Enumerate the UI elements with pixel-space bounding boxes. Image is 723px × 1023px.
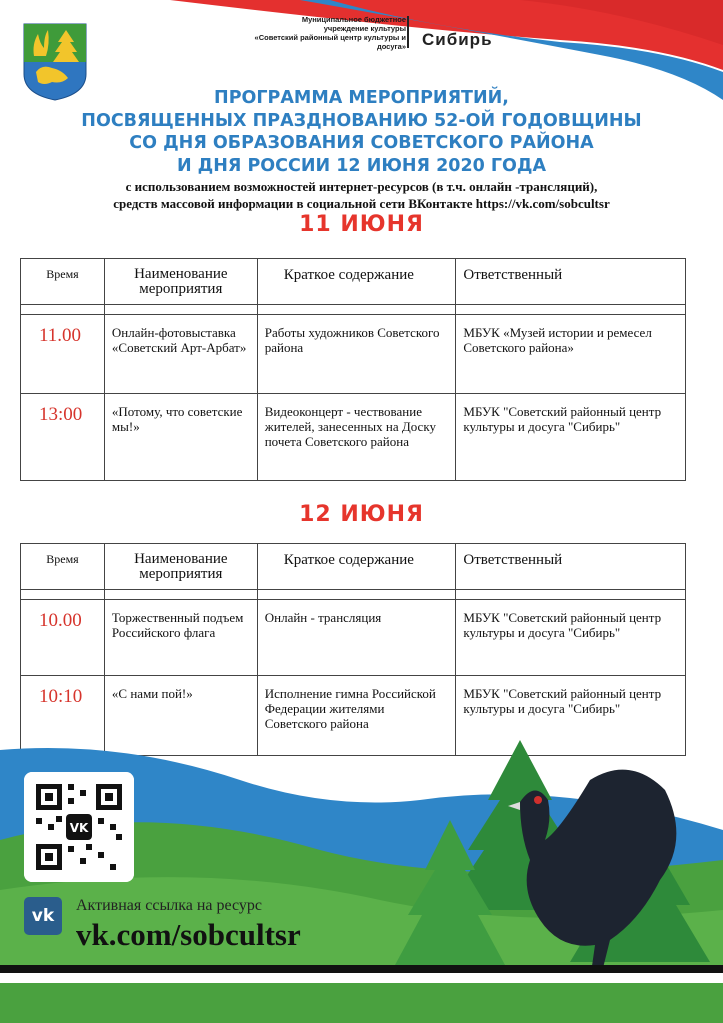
subtitle-line-2: средств массовой информации в социальной сети ВКонтакте https://vk.com/sobcultsr xyxy=(113,196,610,211)
event-content: Работы художников Советского района xyxy=(257,315,456,394)
link-caption: Активная ссылка на ресурс xyxy=(76,897,262,914)
org-line-3: «Советский районный центр культуры и досуга» xyxy=(254,33,406,51)
col-name-header: Наименование мероприятия xyxy=(104,259,257,305)
day-heading-june-12: 12 ИЮНЯ xyxy=(299,502,424,527)
schedule-table-june-12 xyxy=(20,543,686,756)
table-row xyxy=(21,600,686,676)
col-content-header: Краткое содержание xyxy=(257,544,456,590)
program-title xyxy=(0,87,723,177)
org-line-2: учреждение культуры xyxy=(323,24,406,33)
event-name: Онлайн-фотовыставка «Советский Арт-Арбат» xyxy=(104,315,257,394)
event-time: 13:00 xyxy=(21,394,105,481)
event-time: 10.00 xyxy=(21,600,105,676)
event-responsible: МБУК «Музей истории и ремесел Советского района» xyxy=(456,315,686,394)
org-line-1: Муниципальное бюджетное xyxy=(301,15,406,24)
event-time: 11.00 xyxy=(21,315,105,394)
col-time-header: Время xyxy=(21,544,105,590)
event-responsible: МБУК "Советский районный центр культуры и досуга "Сибирь" xyxy=(456,394,686,481)
event-time: 10:10 xyxy=(21,676,105,756)
vk-link[interactable]: vk.com/sobcultsr xyxy=(76,917,301,952)
event-content: Исполнение гимна Российской Федерации жителями Советского района xyxy=(257,676,456,756)
org-divider xyxy=(407,16,409,48)
title-line-2: ПОСВЯЩЕННЫХ ПРАЗДНОВАНИЮ 52-ОЙ ГОДОВЩИНЫ xyxy=(81,110,642,131)
subtitle-line-1: с использованием возможностей интернет-ресурсов (в т.ч. онлайн -трансляций), xyxy=(125,179,598,194)
vk-icon[interactable]: vk xyxy=(24,897,62,935)
event-name: «Потому, что советские мы!» xyxy=(104,394,257,481)
event-content: Видеоконцерт - чествование жителей, занесенных на Доску почета Советского района xyxy=(257,394,456,481)
col-name-header: Наименование мероприятия xyxy=(104,544,257,590)
event-name: Торжественный подъем Российского флага xyxy=(104,600,257,676)
schedule-table-june-11 xyxy=(20,258,686,481)
program-subtitle xyxy=(0,178,723,212)
event-content: Онлайн - трансляция xyxy=(257,600,456,676)
svg-text:VK: VK xyxy=(69,821,89,835)
col-responsible-header: Ответственный xyxy=(456,259,686,305)
day-heading-june-11: 11 ИЮНЯ xyxy=(299,212,424,237)
qr-code-icon[interactable] xyxy=(24,772,134,882)
event-responsible: МБУК "Советский районный центр культуры и досуга "Сибирь" xyxy=(456,600,686,676)
siberia-logo-text: Сибирь xyxy=(422,30,493,49)
title-line-4: И ДНЯ РОССИИ 12 ИЮНЯ 2020 ГОДА xyxy=(176,155,547,176)
event-responsible: МБУК "Советский районный центр культуры и досуга "Сибирь" xyxy=(456,676,686,756)
event-name: «С нами пой!» xyxy=(104,676,257,756)
col-responsible-header: Ответственный xyxy=(456,544,686,590)
title-line-1: ПРОГРАММА МЕРОПРИЯТИЙ, xyxy=(214,88,509,108)
title-line-3: СО ДНЯ ОБРАЗОВАНИЯ СОВЕТСКОГО РАЙОНА xyxy=(129,133,594,153)
table-header-row xyxy=(21,544,686,590)
organization-name xyxy=(236,15,406,51)
table-row xyxy=(21,394,686,481)
table-row xyxy=(21,315,686,394)
col-content-header: Краткое содержание xyxy=(257,259,456,305)
table-header-row xyxy=(21,259,686,305)
col-time-header: Время xyxy=(21,259,105,305)
